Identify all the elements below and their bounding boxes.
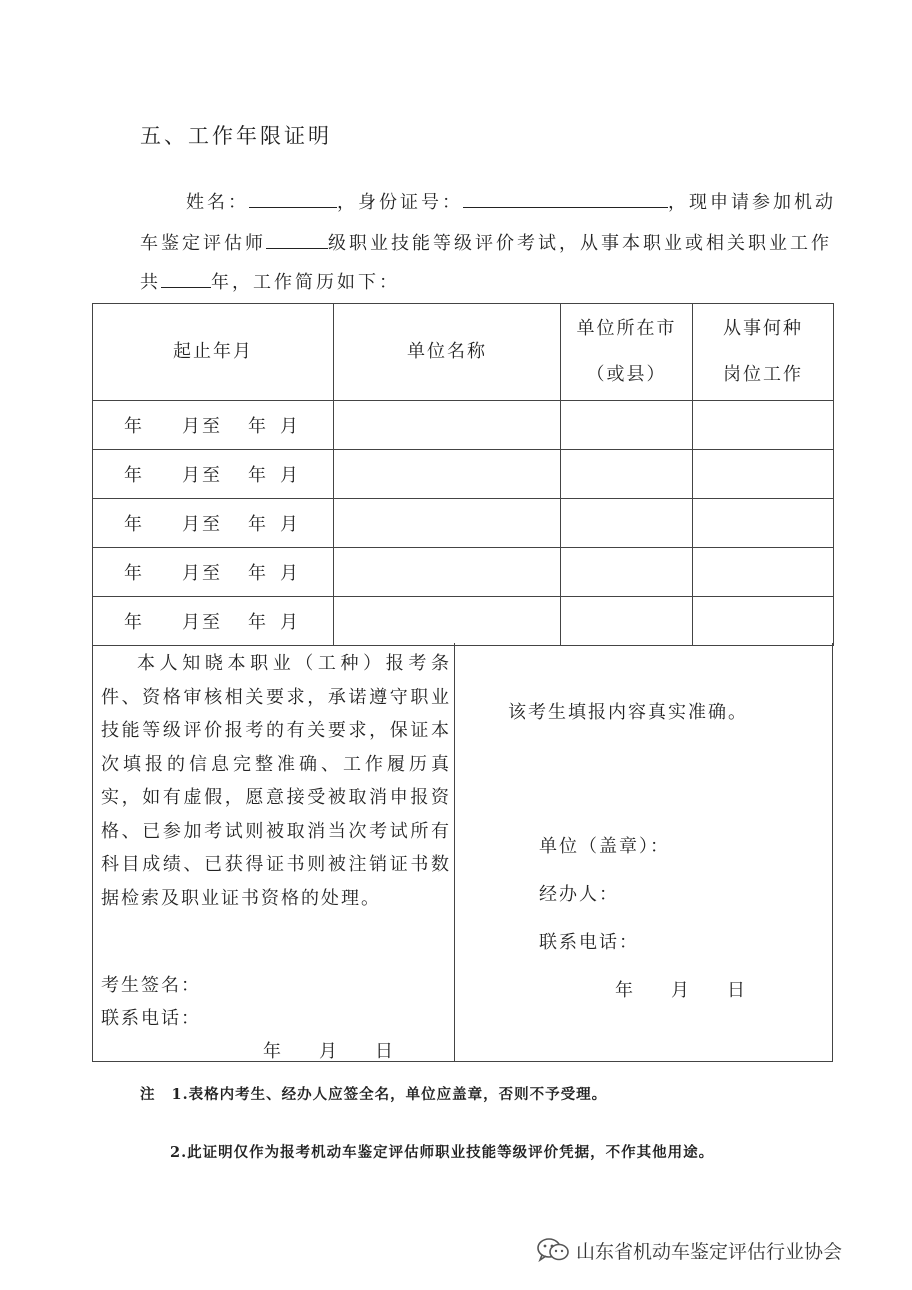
intro-line3-head: 共 (140, 272, 161, 293)
employer-cell[interactable] (334, 450, 561, 499)
header-city-line1: 单位所在市 (576, 318, 677, 339)
post-cell[interactable] (693, 401, 834, 450)
intro-line-2 (140, 229, 832, 255)
period-cell[interactable]: 年 月至 年 月 (93, 597, 334, 646)
employer-statement: 该考生填报内容真实准确。 (508, 702, 748, 723)
employer-cell[interactable] (334, 597, 561, 646)
employer-cell[interactable] (334, 401, 561, 450)
intro-line1-tail: ，现申请参加机动 (668, 192, 836, 213)
date-year: 年 (615, 980, 635, 1001)
city-cell[interactable] (561, 548, 693, 597)
header-city (561, 304, 693, 401)
header-city-line2: （或县） (586, 364, 667, 385)
header-post (693, 304, 834, 401)
period-cell[interactable]: 年 月至 年 月 (93, 499, 334, 548)
intro-line-3 (140, 268, 400, 294)
table-row (93, 499, 834, 548)
post-cell[interactable] (693, 450, 834, 499)
city-cell[interactable] (561, 450, 693, 499)
employer-seal-label[interactable]: 单位（盖章）： (539, 836, 670, 857)
wechat-icon (536, 1237, 570, 1269)
employer-date[interactable] (615, 976, 747, 1002)
candidate-date[interactable] (263, 1037, 395, 1063)
city-cell[interactable] (561, 597, 693, 646)
header-post-line2: 岗位工作 (723, 364, 803, 385)
intro-line2-tail: 级职业技能等级评价考试，从事本职业或相关职业工作 (328, 233, 832, 254)
handler-label[interactable]: 经办人： (539, 884, 619, 905)
note-1-text: 1.表格内考生、经办人应签全名，单位应盖章，否则不予受理。 (171, 1086, 608, 1103)
work-history-table (92, 303, 834, 646)
intro-line-1 (186, 188, 836, 214)
period-cell[interactable]: 年 月至 年 月 (93, 401, 334, 450)
note-2: 2.此证明仅作为报考机动车鉴定评估师职业技能等级评价凭据，不作其他用途。 (170, 1144, 715, 1161)
years-blank[interactable] (161, 269, 211, 288)
post-cell[interactable] (693, 597, 834, 646)
city-cell[interactable] (561, 401, 693, 450)
table-row (93, 450, 834, 499)
table-header-row (93, 304, 834, 401)
id-label: ，身份证号： (337, 192, 463, 213)
id-number-blank[interactable] (463, 189, 668, 208)
intro-line2-head: 车鉴定评估师 (140, 233, 266, 254)
header-post-line1: 从事何种 (723, 318, 803, 339)
date-month: 月 (671, 980, 691, 1001)
note-prefix: 注 (140, 1086, 156, 1103)
candidate-phone-label[interactable]: 联系电话： (101, 1008, 201, 1029)
employer-cell[interactable] (334, 548, 561, 597)
name-label: 姓名： (186, 192, 249, 213)
date-year: 年 (263, 1041, 283, 1062)
employer-cell[interactable] (334, 499, 561, 548)
pledge-text: 本人知晓本职业（工种）报考条件、资格审核相关要求，承诺遵守职业技能等级评价报考的有关要求，保证本次填报的信息完整准确、工作履历真实，如有虚假，愿意接受被取消申报资格、已参加考试则被取消当次考试所有科目成绩、已获得证书则被注销证书数据检索及职业证书资格的处理。 (101, 653, 451, 909)
declaration-section (92, 643, 833, 1062)
section-title: 五、工作年限证明 (140, 124, 332, 148)
note-1 (140, 1083, 607, 1104)
watermark-text: 山东省机动车鉴定评估行业协会 (576, 1242, 843, 1264)
name-blank[interactable] (249, 189, 337, 208)
table-row (93, 597, 834, 646)
header-employer: 单位名称 (334, 304, 561, 401)
header-period: 起止年月 (93, 304, 334, 401)
candidate-signature-label[interactable]: 考生签名： (101, 975, 201, 996)
watermark (536, 1237, 842, 1269)
employer-phone-label[interactable]: 联系电话： (539, 932, 639, 953)
post-cell[interactable] (693, 548, 834, 597)
period-cell[interactable]: 年 月至 年 月 (93, 548, 334, 597)
period-cell[interactable]: 年 月至 年 月 (93, 450, 334, 499)
section-divider (454, 643, 455, 1061)
date-day: 日 (727, 980, 747, 1001)
city-cell[interactable] (561, 499, 693, 548)
table-row (93, 401, 834, 450)
intro-line3-tail: 年，工作简历如下： (211, 272, 400, 293)
table-row (93, 548, 834, 597)
date-month: 月 (319, 1041, 339, 1062)
date-day: 日 (375, 1041, 395, 1062)
level-blank[interactable] (266, 230, 328, 249)
post-cell[interactable] (693, 499, 834, 548)
